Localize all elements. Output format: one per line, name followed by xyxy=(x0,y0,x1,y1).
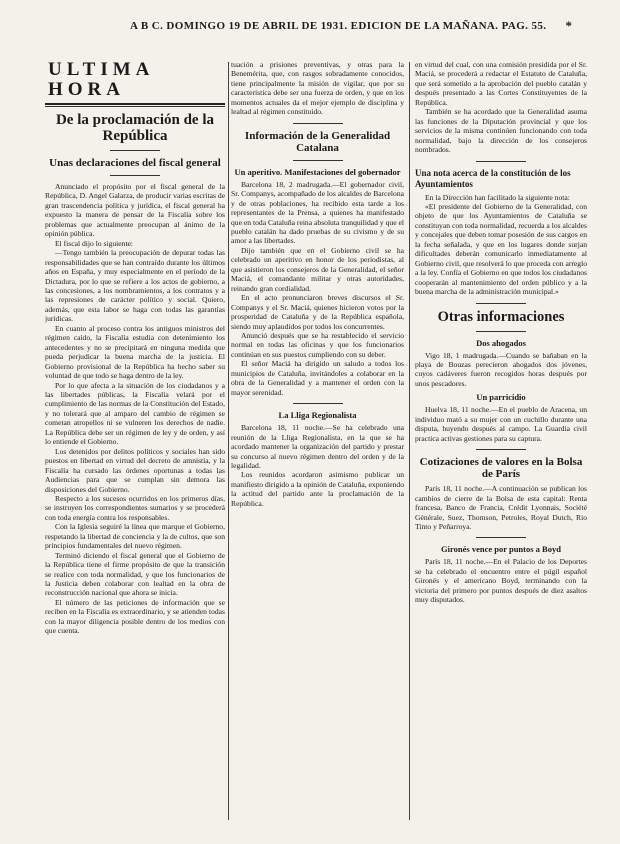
page-mark: * xyxy=(565,18,572,33)
divider xyxy=(293,403,343,404)
divider xyxy=(476,331,526,332)
headline: De la proclamación de la República xyxy=(55,112,215,144)
paragraph: Por lo que afecta a la situación de los ciudadanos y a las libertades públicas, la Fiscalía velará por el cumplimiento de las normas de la Constitución del Estado, y no tolerará que al amparo del cambio de régimen se cometan atropellos ni se vulneren los derechos de nadie. La República debe ser un régimen de ley y de orden, y así lo entiende el Gobierno. xyxy=(45,380,225,447)
subheadline: Dos ahogados xyxy=(476,337,526,348)
masthead: A B C. DOMINGO 19 DE ABRIL DE 1931. EDICION DE LA MAÑANA. PAG. 55. xyxy=(130,20,547,32)
divider xyxy=(293,123,343,124)
paragraph: Anunciado el propósito por el fiscal general de la República, D. Angel Galarza, de producir varias escritas de gran trascendencia política y jurídica, el fiscal general ha expuesto la manera de pensar de la Fiscalía sobre los problemas que actualmente preocupan al ánimo de la opinión pública. xyxy=(45,182,225,239)
paragraph: Los detenidos por delitos políticos y sociales han sido puestos en libertad en virtud del decreto de amnistía, y la Fiscalía ha cursado las órdenes oportunas a todas las Audiencias para que se cumplan sin demora las disposiciones del Gobierno. xyxy=(45,446,225,494)
divider xyxy=(45,103,225,105)
headline: Una nota acerca de la constitución de los Ayuntamientos xyxy=(415,167,571,189)
headline: Otras informaciones xyxy=(437,308,565,325)
column-rule xyxy=(228,62,229,820)
column-3 xyxy=(415,60,587,826)
paragraph: Los reunidos acordaron asimismo publicar un manifiesto dirigido a la opinión de Cataluña, exponiendo la actitud del partido ante la proclamación de la República. xyxy=(231,470,404,508)
divider xyxy=(476,537,526,538)
paragraph: en virtud del cual, con una comisión presidida por el Sr. Maciá, se procederá a redactar el Estatuto de Cataluña, que será sometido a la aprobación del pueblo catalán y después presentado a las Cortes Constituyentes de la República. xyxy=(415,60,587,107)
paragraph: París 18, 11 noche.—En el Palacio de los Deportes se ha celebrado el encuentro entre el púgil español Gironés y el americano Boyd, terminando con la victoria del primero por puntos después de diez asaltos muy disputados. xyxy=(415,557,587,605)
divider xyxy=(476,161,526,162)
divider xyxy=(293,160,343,161)
paragraph: Anunció después que se ha restablecido el servicio normal en todas las oficinas y que los funcionarios continúan en sus puestos cumpliendo con su deber. xyxy=(231,330,404,359)
divider xyxy=(476,303,526,304)
divider xyxy=(110,175,160,176)
paragraph: El fiscal dijo lo siguiente: xyxy=(55,238,134,248)
subheadline: Unas declaraciones del fiscal general xyxy=(49,157,221,169)
paragraph: —Tengo también la preocupación de depurar todas las responsabilidades que se han contraído durante los últimos años en España, y muy especialmente en el período de la Dictadura, por lo que se refiere a los actos de gobierno, a las concesiones, a los nombramientos, a los contratos y a las represiones de carácter político y social. Quiero, además, que esta labor se haga con todas las garantías jurídicas. xyxy=(45,248,225,324)
paragraph: El señor Maciá ha dirigido un saludo a todos los municipios de Cataluña, invitándoles a colaborar en la obra de la Generalidad y a mantener el orden con la mayor serenidad. xyxy=(231,359,404,397)
paragraph: París 18, 11 noche.—A continuación se publican los cambios de cierre de la Bolsa de esta capital: Renta francesa, Banco de Francia, Crédit Lyonnais, Société Générale, Suez, Thomson, Petroles, Royal Dutch, Rio Tinto y Peñarroya. xyxy=(415,484,587,531)
subheadline: Un aperitivo. Manifestaciones del gobernador xyxy=(234,166,401,177)
subheadline: Gironés vence por puntos a Boyd xyxy=(441,544,561,555)
paragraph: tuación a prisiones preventivas, y otras para la Benemérita, que, con rasgos sobradamente conocidos, tiene principalmente la misión de vigilar, que por su característica debe ser una fuerza de orden, y que en los momentos actuales da el mejor ejemplo de disciplina y lealtad al régimen constituido. xyxy=(231,60,404,117)
divider xyxy=(110,150,160,151)
column-1 xyxy=(45,60,225,826)
paragraph: El número de las peticiones de información que se reciben en la Fiscalía es extraordinario, y se atienden todas con la mayor diligencia posible dentro de los medios con que cuenta. xyxy=(45,597,225,636)
divider xyxy=(476,449,526,450)
headline: Cotizaciones de valores en la Bolsa de París xyxy=(419,456,583,481)
paragraph: Terminó diciendo el fiscal general que el Gobierno de la República tiene el firme propósito de que la transición se realice con toda normalidad, y que los funcionarios de la Justicia deben colaborar con lealtad en la obra de reconstrucción nacional que ahora se inicia. xyxy=(45,550,225,598)
column-2 xyxy=(231,60,404,826)
column-rule xyxy=(409,62,410,820)
subheadline: Un parricidio xyxy=(476,392,526,403)
paragraph: Barcelona 18, 2 madrugada.—El gobernador civil, Sr. Companys, acompañado de los alcaldes de Barcelona y de otras poblaciones, ha recibido esta tarde a los representantes de la Prensa, a quienes ha manifestado que en toda Cataluña reina absoluta tranquilidad y que el pueblo catalán ha dado pruebas de su civismo y de su amor a las libertades. xyxy=(231,179,404,246)
subheadline: La Lliga Regionalista xyxy=(278,410,357,421)
paragraph: También se ha acordado que la Generalidad asuma las funciones de la Diputación provincial y que los servicios de la misma continúen funcionando con toda normalidad, bajo la dirección de los consejeros nombrados. xyxy=(415,107,587,155)
paragraph: Dijo también que en el Gobierno civil se ha celebrado un aperitivo en honor de los periodistas, al que asistieron los consejeros de la Generalidad, el señor Maciá, el comandante militar y otras autoridades, reinando gran cordialidad. xyxy=(231,245,404,293)
divider xyxy=(45,106,225,107)
paragraph: «El presidente del Gobierno de la Generalidad, con objeto de que los Ayuntamientos de Cataluña se constituyan con toda normalidad, recuerda a los alcaldes y concejales que deben tomar posesión de sus cargos en la fecha señalada, y que en los lugares donde surjan dificultades deberán comunicarlo inmediatamente al Gobierno civil, que resolverá lo que proceda con arreglo a la ley. Confía el Gobierno en que todos los ciudadanos cooperarán al mantenimiento del orden público y a la buena marcha de la administración municipal.» xyxy=(415,201,587,297)
section-title: ULTIMA HORA xyxy=(48,60,154,100)
headline: Información de la Generalidad Catalana xyxy=(244,129,391,154)
paragraph: Barcelona 18, 11 noche.—Se ha celebrado una reunión de la Lliga Regionalista, en la que se ha acordado mantener la organización del partido y prestar su concurso al nuevo régimen dentro del orden y de la legalidad. xyxy=(231,423,404,470)
paragraph: En cuanto al proceso contra los antiguos ministros del régimen caído, la Fiscalía estudia con detenimiento los antecedentes y no se precipitará en ninguna medida que pueda perjudicar la buena marcha de la justicia. El Gobierno provisional de la República ha hecho saber su voluntad de que todo se haga dentro de la ley. xyxy=(45,323,225,381)
paragraph: En la Dirección han facilitado la siguiente nota: xyxy=(425,192,570,202)
paragraph: Huelva 18, 11 noche.—En el pueblo de Aracena, un individuo mató a su mujer con un cuchillo durante una disputa, huyendo después al campo. La Guardia civil practica activas gestiones para su captura. xyxy=(415,405,587,443)
paragraph: En el acto pronunciaron breves discursos el Sr. Companys y el Sr. Maciá, quienes hicieron votos por la prosperidad de Cataluña y de la República española, siendo muy aplaudidos por todos los concurrentes. xyxy=(231,293,404,331)
paragraph: Vigo 18, 1 madrugada.—Cuando se bañaban en la playa de Bouzas perecieron ahogados dos jóvenes, cuyos cadáveres fueron recogidos horas después por unos pescadores. xyxy=(415,350,587,388)
paragraph: Con la Iglesia seguiré la línea que marque el Gobierno, respetando la libertad de conciencia y la de cultos, que son principios fundamentales del nuevo régimen. xyxy=(45,522,225,551)
paragraph: Respecto a los sucesos ocurridos en los primeros días, se instruyen los correspondientes sumarios y se procederá con toda energía contra los responsables. xyxy=(45,493,225,522)
